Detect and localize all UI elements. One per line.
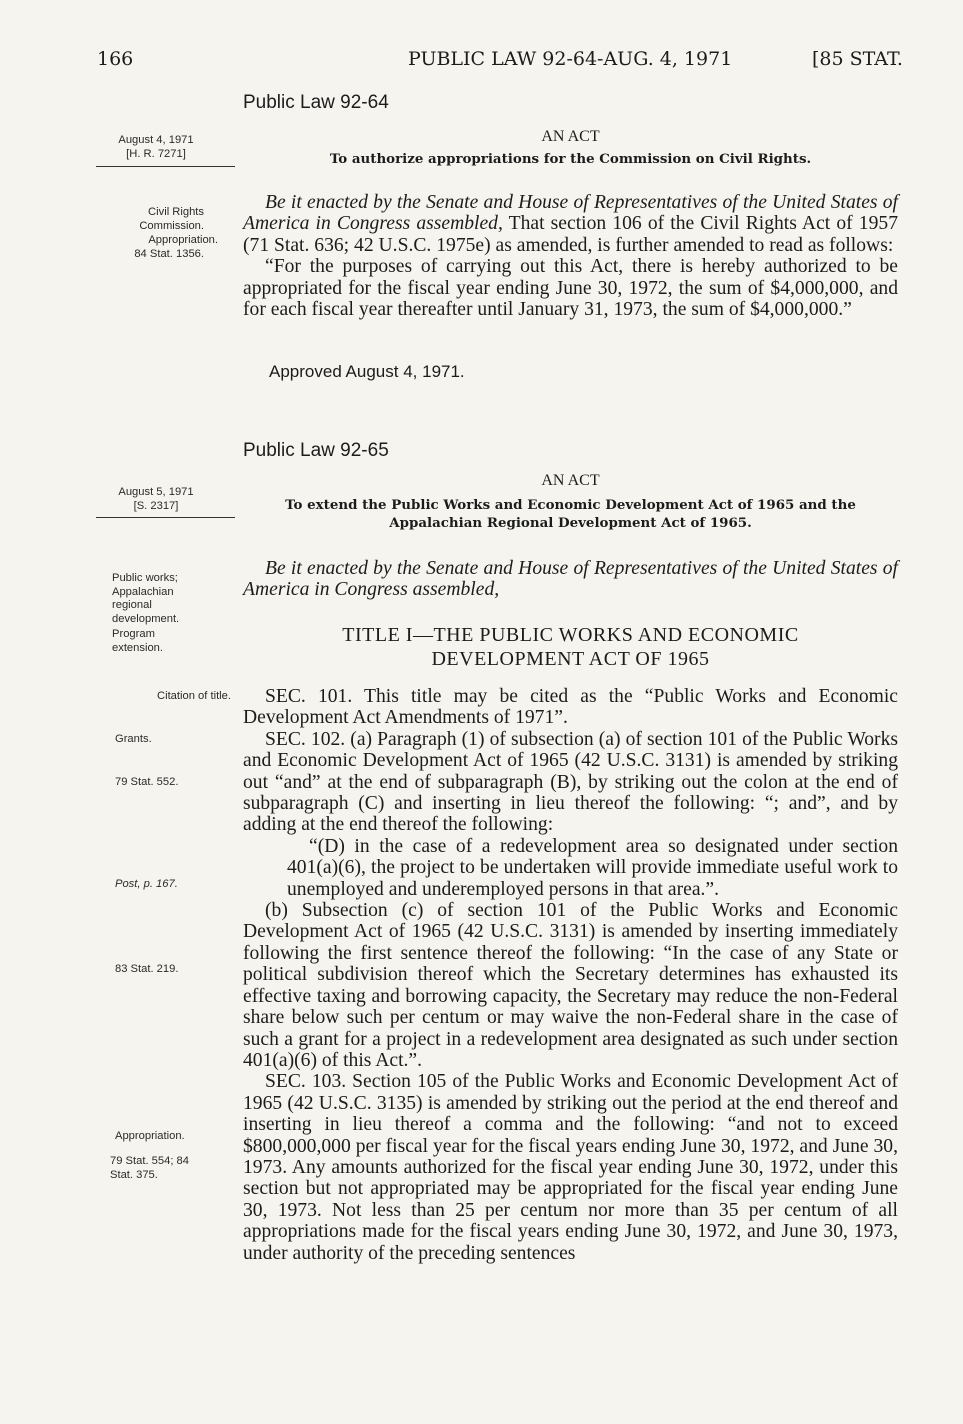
law1-quote: “For the purposes of carrying out this Act, there is hereby authorized to be appropriated for the fiscal year ending June 30, 1972, the sum of $4,000,000, and for each fiscal year thereafter until January 31, 1973, the sum of $4,000,000.” xyxy=(243,256,898,321)
law2-margin-program-extension: Program extension. xyxy=(112,628,163,654)
margin-citation-of-title: Citation of title. xyxy=(157,690,231,702)
running-header xyxy=(0,40,963,76)
law1-approved: Approved August 4, 1971. xyxy=(269,362,465,381)
margin-79-stat-554: 79 Stat. 554; 84 Stat. 375. xyxy=(110,1155,189,1181)
title-heading-line1: TITLE I—THE PUBLIC WORKS AND ECONOMIC xyxy=(342,624,799,646)
law1-margin-84stat: 84 Stat. 1356. xyxy=(134,248,204,260)
law2-margin-date: August 5, 1971 xyxy=(118,486,194,498)
law1-title: Public Law 92-64 xyxy=(243,92,389,113)
law2-margin-bill: [S. 2317] xyxy=(133,500,179,512)
law1-section-amend: That section 106 of the Civil Rights Act of 1957 (71 Stat. 636; 42 U.S.C. 1975e) as amended, is further amended to read as follows: xyxy=(243,213,898,256)
margin-appropriation: Appropriation. xyxy=(115,1130,185,1142)
law1-margin-civil-rights: Civil Rights Commission. xyxy=(139,206,204,232)
law2-margin-rule xyxy=(96,517,235,518)
header-title: PUBLIC LAW 92-64-AUG. 4, 1971 xyxy=(408,48,733,70)
law1-margin-appropriation: Appropriation. xyxy=(148,234,218,246)
law2-enacting-clause: Be it enacted by the Senate and House of Representatives of the United States of America in Congress assembled, xyxy=(243,558,898,601)
law2-purpose: To extend the Public Works and Economic Development Act of 1965 and the Appalachian Regional Development Act of 1965. xyxy=(285,497,856,531)
law2-enacting xyxy=(243,558,898,601)
sec-103: SEC. 103. Section 105 of the Public Works and Economic Development Act of 1965 (42 U.S.C. 3135) is amended by striking out the period at the end thereof and inserting in lieu thereof a comma and the following: “and not to exceed $800,000,000 per fiscal year for the fiscal years ending June 30, 1972, and June 30, 1973. Any amounts authorized for the fiscal year ending June 30, 1972, under this section but not appropriated may be appropriated for the fiscal year ending June 30, 1973. Not less than 25 per centum nor more than 35 per centum of all appropriations made for the fiscal years ending June 30, 1972, and June 30, 1973, under authority of the preceding sentences xyxy=(243,1071,898,1264)
law2-an-act: AN ACT xyxy=(541,472,600,489)
law1-margin-bill: [H. R. 7271] xyxy=(126,148,186,160)
law1-margin-rule xyxy=(96,166,235,167)
sec-101: SEC. 101. This title may be cited as the “Public Works and Economic Development Act Amendments of 1971”. xyxy=(243,686,898,729)
header-statute: [85 STAT. xyxy=(812,48,903,70)
law1-an-act: AN ACT xyxy=(541,128,600,145)
margin-post-p167: Post, p. 167. xyxy=(115,878,178,890)
sec-102a-quote: “(D) in the case of a redevelopment area so designated under section 401(a)(6), the project to be undertaken will provide immediate useful work to unemployed and underemployed persons in that area.”. xyxy=(287,835,898,900)
sec-102b: (b) Subsection (c) of section 101 of the Public Works and Economic Development Act of 1965 (42 U.S.C. 3131) is amended by inserting immediately following the first sentence thereof the following: “In the case of any State or political subdivision thereof which the Secretary determines has exhausted its effective taxing and borrowing capacity, the Secretary may reduce the non-Federal share below such per centum or may waive the non-Federal share in the case of such a grant for a project in a redevelopment area designated as such under section 401(a)(6) of this Act.”. xyxy=(243,900,898,1071)
law2-sections xyxy=(243,686,898,1264)
sec-102a: SEC. 102. (a) Paragraph (1) of subsection (a) of section 101 of the Public Works and Economic Development Act of 1965 (42 U.S.C. 3131) is amended by striking out “and” at the end of subparagraph (B), by striking out the colon at the end of subparagraph (C) and inserting in lieu thereof the following: “; and”, and by adding at the end thereof the following: xyxy=(243,728,898,836)
law2-title: Public Law 92-65 xyxy=(243,440,389,461)
law2-margin-public-works: Public works; Appalachian regional development. xyxy=(112,572,180,625)
margin-grants: Grants. xyxy=(115,733,152,745)
page-number: 166 xyxy=(97,48,134,70)
title-heading-line2: DEVELOPMENT ACT OF 1965 xyxy=(431,648,710,670)
law1-enacting-clause: Be it enacted by the Senate and House of Representatives of the United States of America in Congress assembled, xyxy=(243,192,898,235)
law1-purpose: To authorize appropriations for the Commission on Civil Rights. xyxy=(329,151,812,167)
margin-79-stat-552: 79 Stat. 552. xyxy=(115,776,179,788)
law1-margin-date: August 4, 1971 xyxy=(118,134,194,146)
margin-83-stat-219: 83 Stat. 219. xyxy=(115,963,179,975)
law1-body xyxy=(243,192,898,320)
